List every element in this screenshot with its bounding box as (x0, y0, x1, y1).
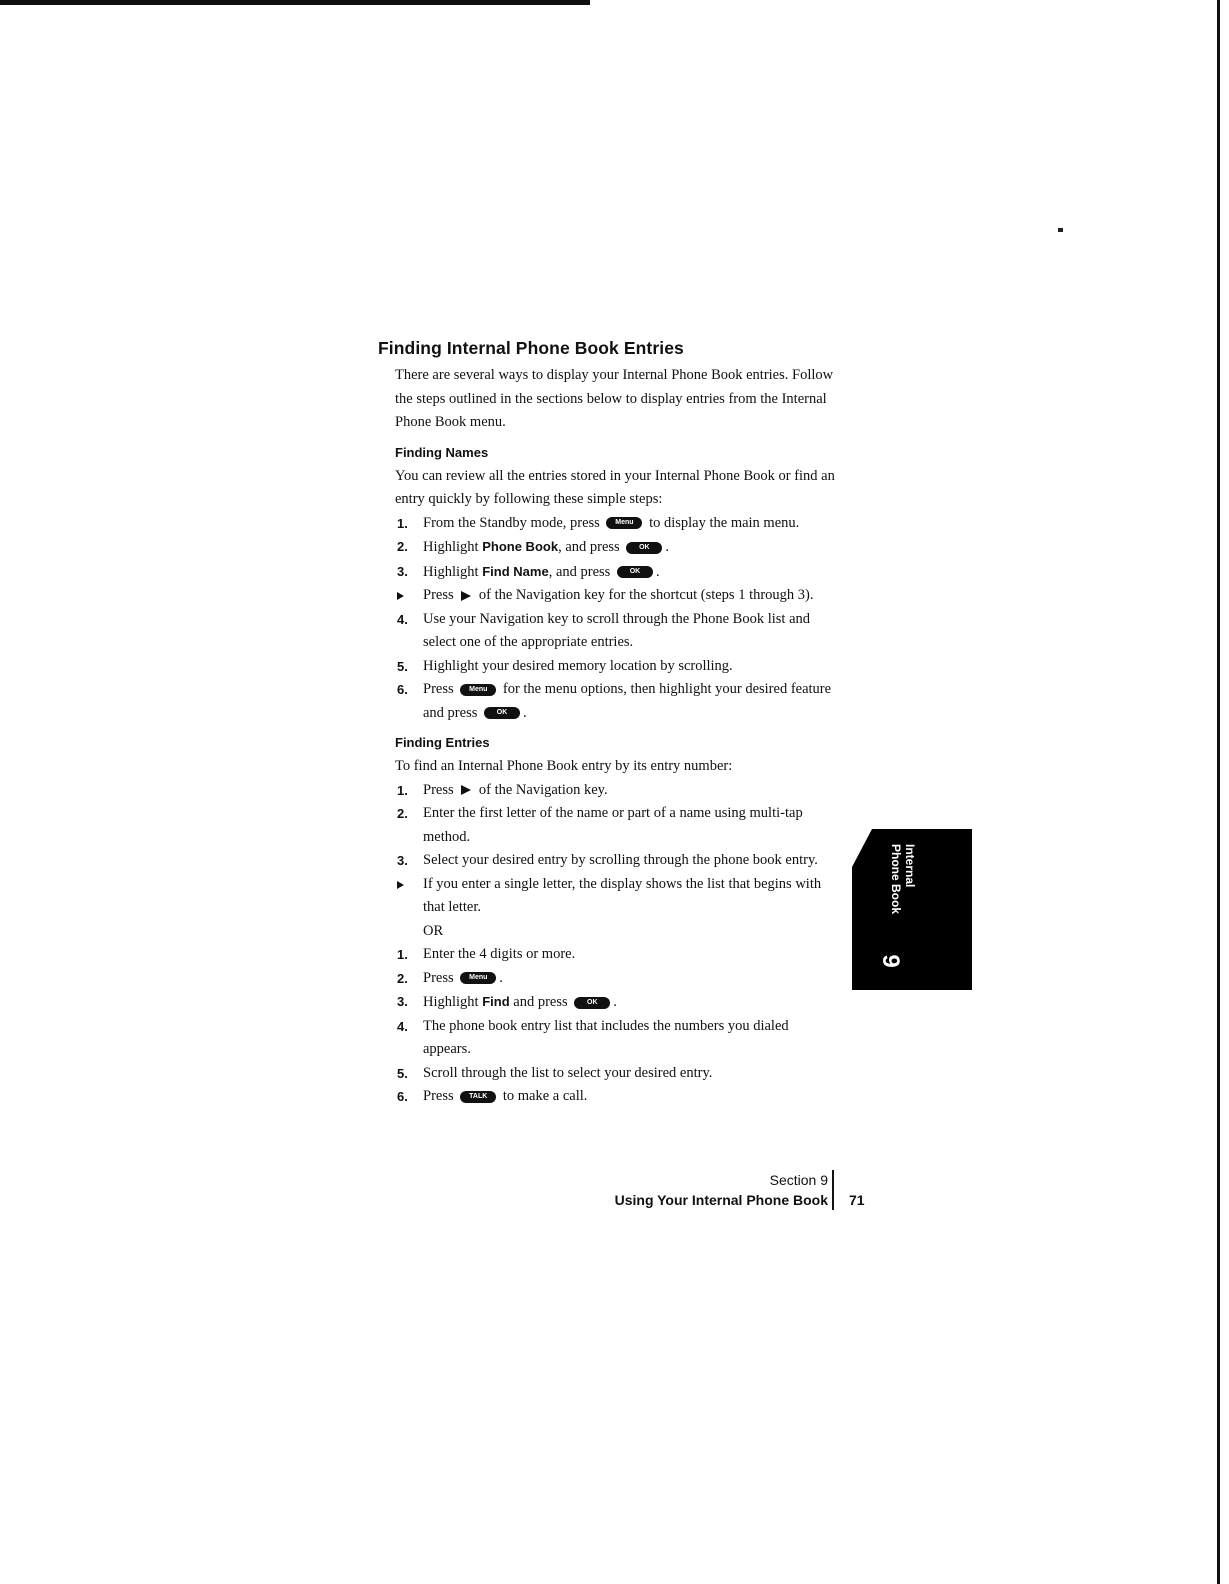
right-arrow-icon (461, 591, 471, 601)
list-item (378, 560, 838, 585)
ok-key-icon: OK (617, 566, 653, 578)
step-number: 3. (397, 994, 408, 1009)
step-text: Use your Navigation key to scroll through the Phone Book list and select one of the appropriate entries. (423, 610, 811, 650)
step-text: Select your desired entry by scrolling through the phone book entry. (423, 852, 818, 868)
step-text: Press (423, 1088, 454, 1104)
step-text: Enter the 4 digits or more. (423, 946, 576, 962)
tab-corner-notch (852, 829, 872, 867)
list-item (378, 535, 838, 560)
ok-key-icon: OK (626, 542, 662, 554)
step-text: Scroll through the list to select your desired entry. (423, 1064, 713, 1081)
list-item (378, 802, 838, 849)
scan-top-edge-line (0, 0, 590, 5)
step-number: 4. (397, 1018, 408, 1034)
step-text: If you enter a single letter, the display shows the list that begins with that letter. (423, 875, 822, 915)
step-text: Press (423, 587, 454, 603)
step-text: of the Navigation key. (478, 781, 608, 798)
or-separator: OR (423, 922, 444, 939)
menu-key-icon: Menu (460, 972, 496, 984)
step-text: . (523, 704, 527, 721)
list-item (378, 943, 838, 967)
list-item (378, 849, 838, 873)
step-number: 2. (397, 806, 408, 821)
footer-section-title: Using Your Internal Phone Book (614, 1192, 828, 1208)
step-text: of the Navigation key for the shortcut (steps 1 through 3). (478, 587, 814, 603)
step-number: 1. (397, 782, 408, 798)
list-item (378, 1062, 838, 1086)
ok-key-icon: OK (574, 997, 610, 1009)
step-number: 5. (397, 1065, 408, 1081)
step-text: and press (513, 994, 568, 1010)
page-footer (560, 1170, 834, 1210)
step-text: . (655, 563, 660, 580)
finding-names-steps (378, 512, 858, 726)
menu-key-icon: Menu (606, 517, 642, 529)
step-text: Press (423, 681, 454, 697)
finding-names-intro: You can review all the entries stored in your Internal Phone Book or find an entry quickly by following these simple steps: (395, 467, 835, 507)
list-item (378, 1015, 838, 1062)
step-text: Highlight (423, 563, 479, 580)
finding-names-heading: Finding Names (395, 444, 489, 460)
menu-key-icon: Menu (460, 684, 496, 696)
intro-paragraph: There are several ways to display your Internal Phone Book entries. Follow the steps outlined in the sections below to display entries from the Internal Phone Book menu. (395, 367, 834, 430)
tip-bullet-icon (397, 881, 404, 889)
list-item (378, 655, 838, 679)
step-text: to make a call. (502, 1088, 588, 1104)
page-content (378, 338, 858, 1109)
bold-term: Find (482, 994, 510, 1009)
step-text: . (665, 539, 669, 555)
side-tab-line1: Internal (903, 844, 917, 888)
step-number: 3. (397, 563, 408, 579)
finding-entries-heading: Finding Entries (395, 735, 490, 750)
step-text: Press (423, 781, 454, 798)
step-text: for the menu options, then highlight your desired feature and press (423, 681, 832, 721)
list-item (378, 678, 838, 725)
step-number: 1. (397, 515, 408, 531)
bold-term: Phone Book (482, 539, 559, 554)
step-text: Highlight (423, 994, 479, 1010)
finding-entries-intro: To find an Internal Phone Book entry by its entry number: (395, 758, 733, 774)
page-number: 71 (849, 1192, 865, 1208)
step-number: 2. (397, 539, 408, 554)
step-number: 3. (397, 853, 408, 868)
step-text: Press (423, 969, 454, 986)
step-text: From the Standby mode, press (423, 514, 600, 531)
scan-right-edge-line (1217, 0, 1220, 1584)
finding-entries-steps (378, 779, 858, 920)
scan-speck (1058, 228, 1063, 232)
talk-key-icon: TALK (460, 1091, 496, 1103)
list-item (378, 1085, 838, 1109)
side-tab-number: 9 (877, 954, 904, 968)
list-item (378, 967, 838, 991)
step-number: 5. (397, 658, 408, 674)
list-item (378, 873, 838, 920)
ok-key-icon: OK (484, 707, 520, 719)
step-number: 6. (397, 682, 408, 697)
step-number: 2. (397, 970, 408, 986)
step-number: 1. (397, 947, 408, 962)
tip-bullet-icon (397, 592, 404, 600)
step-text: . (499, 969, 503, 986)
list-item (378, 512, 838, 536)
step-text: Enter the first letter of the name or part of a name using multi-tap method. (423, 805, 803, 845)
list-item (378, 779, 838, 803)
step-text: to display the main menu. (649, 514, 800, 531)
step-text: Highlight (423, 539, 479, 555)
page-title: Finding Internal Phone Book Entries (378, 338, 684, 358)
list-item (378, 990, 838, 1015)
bold-term: Find Name (482, 563, 549, 579)
step-number: 4. (397, 611, 408, 627)
section-side-tab (852, 829, 972, 990)
step-text: . (613, 994, 617, 1010)
finding-entries-alt-steps (378, 943, 858, 1109)
list-item (378, 608, 838, 655)
side-tab-label (877, 844, 917, 914)
step-number: 6. (397, 1089, 408, 1104)
footer-section-label: Section 9 (769, 1172, 828, 1188)
step-text: Highlight your desired memory location by scrolling. (423, 657, 733, 674)
side-tab-line2: Phone Book (889, 844, 903, 915)
list-item (378, 584, 838, 608)
step-text: The phone book entry list that includes the numbers you dialed appears. (423, 1017, 789, 1057)
step-text: , and press (558, 539, 620, 555)
step-text: , and press (548, 563, 611, 580)
right-arrow-icon (461, 785, 471, 795)
